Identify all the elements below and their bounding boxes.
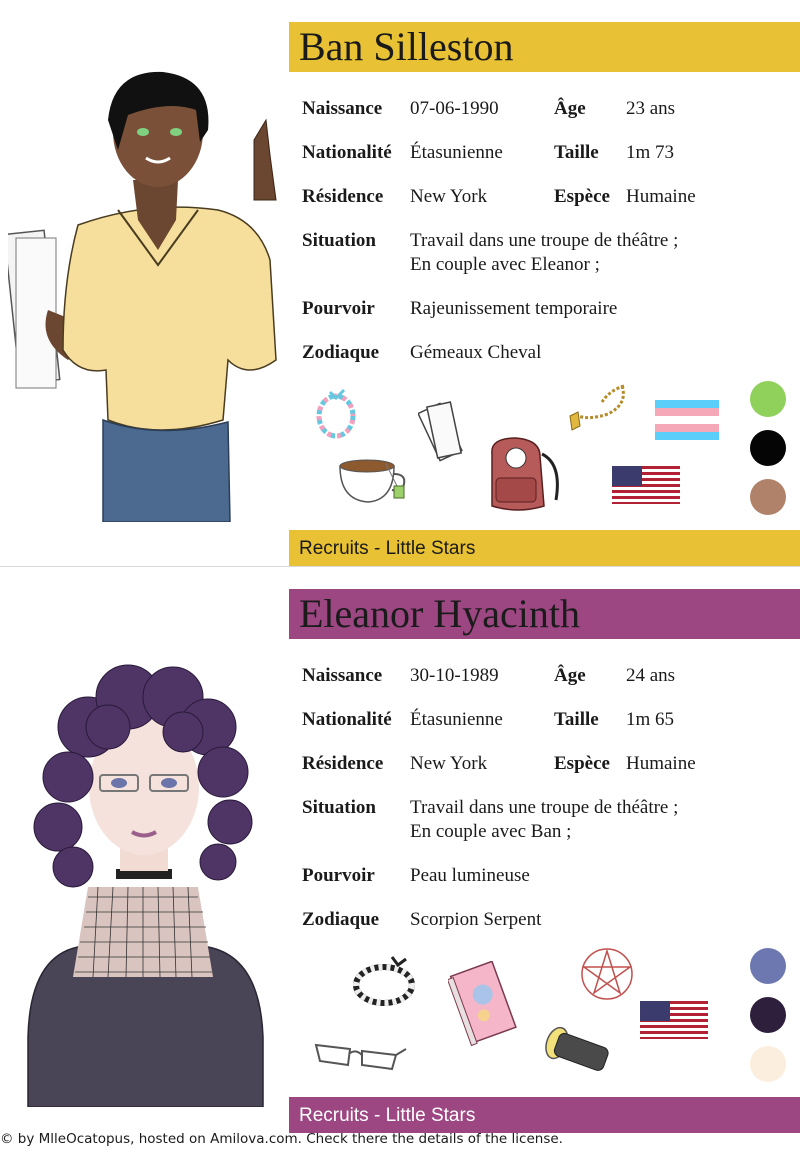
- info-row-nationality: [302, 708, 742, 752]
- label-naissance: Naissance: [302, 98, 383, 119]
- label-residence: Résidence: [302, 753, 384, 774]
- us-flag-icon: [612, 466, 680, 504]
- value-pouvoir: Peau lumineuse: [410, 865, 530, 886]
- character-card-eleanor: [0, 566, 800, 1133]
- value-taille: 1m 65: [626, 709, 675, 730]
- value-espece: Humaine: [626, 186, 696, 207]
- color-swatch: [750, 948, 786, 984]
- label-taille: Taille: [554, 709, 599, 730]
- character-portrait: [8, 60, 280, 522]
- portrait-illustration: [8, 657, 280, 1107]
- label-situation: Situation: [302, 797, 376, 818]
- us-flag-icon: [640, 1001, 708, 1039]
- label-naissance: Naissance: [302, 665, 383, 686]
- character-items: [300, 378, 740, 528]
- info-row-nationality: [302, 141, 742, 185]
- backpack-icon: [482, 434, 566, 516]
- info-row-situation: [302, 796, 742, 864]
- character-portrait: [8, 657, 280, 1107]
- transgender-flag-icon: [655, 400, 719, 440]
- character-name: Eleanor Hyacinth: [289, 589, 800, 639]
- label-nationalite: Nationalité: [302, 709, 392, 730]
- flashlight-icon: [540, 1025, 616, 1085]
- striped-choker-icon: [352, 953, 418, 1009]
- info-row-power: [302, 864, 742, 908]
- value-residence: New York: [410, 753, 488, 774]
- pentagram-icon: [578, 945, 636, 1003]
- necklace-icon: [562, 382, 632, 434]
- info-row-birth: [302, 664, 742, 708]
- card-footer: Recruits - Little Stars: [289, 1097, 800, 1133]
- label-taille: Taille: [554, 142, 599, 163]
- glasses-icon: [312, 1035, 408, 1075]
- label-residence: Résidence: [302, 186, 384, 207]
- situation-line-2: En couple avec Ban ;: [410, 821, 572, 842]
- value-situation: [410, 796, 742, 844]
- value-age: 23 ans: [626, 98, 676, 119]
- tea-cup-icon: [336, 450, 408, 506]
- character-name: Ban Silleston: [289, 22, 800, 72]
- value-taille: 1m 73: [626, 142, 675, 163]
- value-nationalite: Étasunienne: [410, 709, 503, 730]
- value-situation: [410, 229, 742, 277]
- label-espece: Espèce: [554, 186, 610, 207]
- value-pouvoir: Rajeunissement temporaire: [410, 298, 618, 319]
- color-palette: [750, 948, 786, 1095]
- papers-icon: [418, 396, 466, 466]
- color-palette: [750, 381, 786, 528]
- situation-line-1: Travail dans une troupe de théâtre ;: [410, 797, 679, 818]
- value-zodiaque: Gémeaux Cheval: [410, 342, 542, 363]
- label-pouvoir: Pourvoir: [302, 865, 375, 886]
- character-items: [300, 939, 740, 1089]
- value-naissance: 07-06-1990: [410, 98, 499, 119]
- color-swatch: [750, 479, 786, 515]
- character-info: [302, 97, 742, 385]
- label-situation: Situation: [302, 230, 376, 251]
- info-row-residence: [302, 752, 742, 796]
- info-row-birth: [302, 97, 742, 141]
- character-card-ban: [0, 0, 800, 566]
- label-age: Âge: [554, 98, 586, 119]
- card-footer: Recruits - Little Stars: [289, 530, 800, 566]
- situation-line-2: En couple avec Eleanor ;: [410, 254, 600, 275]
- character-info: [302, 664, 742, 952]
- color-swatch: [750, 430, 786, 466]
- label-zodiaque: Zodiaque: [302, 909, 380, 930]
- bandana-icon: [314, 384, 358, 440]
- portrait-illustration: [8, 60, 280, 522]
- label-age: Âge: [554, 665, 586, 686]
- value-zodiaque: Scorpion Serpent: [410, 909, 542, 930]
- info-row-residence: [302, 185, 742, 229]
- color-swatch: [750, 381, 786, 417]
- value-naissance: 30-10-1989: [410, 665, 499, 686]
- value-residence: New York: [410, 186, 488, 207]
- label-pouvoir: Pourvoir: [302, 298, 375, 319]
- label-zodiaque: Zodiaque: [302, 342, 380, 363]
- color-swatch: [750, 997, 786, 1033]
- copyright-notice: © by MlleOcatopus, hosted on Amilova.com. Check there the details of the license.: [0, 1131, 563, 1147]
- color-swatch: [750, 1046, 786, 1082]
- value-nationalite: Étasunienne: [410, 142, 503, 163]
- info-row-situation: [302, 229, 742, 297]
- value-espece: Humaine: [626, 753, 696, 774]
- label-espece: Espèce: [554, 753, 610, 774]
- value-age: 24 ans: [626, 665, 676, 686]
- info-row-power: [302, 297, 742, 341]
- label-nationalite: Nationalité: [302, 142, 392, 163]
- book-icon: [448, 961, 518, 1047]
- situation-line-1: Travail dans une troupe de théâtre ;: [410, 230, 679, 251]
